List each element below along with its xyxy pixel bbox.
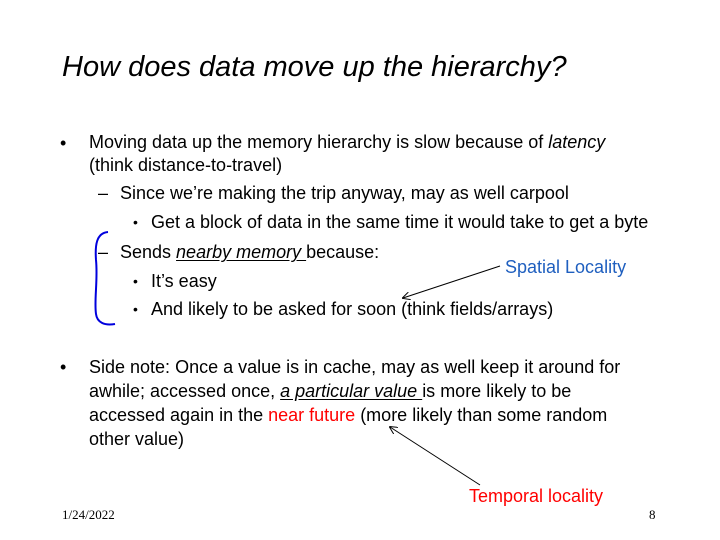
particular-value-underlined: a particular value [280,381,423,401]
side-note-line-3: accessed again in the [89,405,269,425]
sub-sub-bullet-dot: • [133,273,138,289]
slide-number: 8 [649,507,656,522]
slide-title: How does data move up the hierarchy? [62,51,567,83]
latency-emphasis: latency [548,132,606,152]
sub-bullet-carpool: Since we’re making the trip anyway, may as well carpool [120,183,569,203]
sub-item-block: Get a block of data in the same time it would take to get a byte [151,212,649,232]
sub-bullet-dash: – [98,242,109,262]
near-future-highlight: near future [268,405,356,425]
bullet-2-text [89,355,620,451]
side-note-line-4: other value) [89,429,185,449]
sub-sub-bullet-dot: • [133,301,138,317]
sub-item-likely: And likely to be asked for soon (think fields/arrays) [151,299,554,319]
temporal-locality-label: Temporal locality [469,486,604,506]
sub-bullet-nearby [120,242,379,263]
sub-item-easy: It’s easy [151,271,217,291]
side-note-line-2-end: is more likely to be [422,381,572,401]
side-note-line-2: awhile; accessed once, [89,381,281,401]
spatial-locality-label: Spatial Locality [505,257,627,277]
nearby-memory-underlined: nearby memory [176,242,307,262]
bullet-dot: • [60,357,67,377]
bullet-1-text-main: Moving data up the memory hierarchy is slow because of [89,132,549,152]
bullet-dot: • [60,133,67,153]
because-text: because: [306,242,380,262]
side-note-line-1: Side note: Once a value is in cache, may as well keep it around for [89,357,621,377]
spatial-arrow [403,266,500,298]
footer-date: 1/24/2022 [62,507,115,522]
side-note-line-3-end: (more likely than some random [355,405,608,425]
sub-sub-bullet-dot: • [133,214,138,230]
sub-bullet-dash: – [98,183,109,203]
sends-text: Sends [120,242,177,262]
bullet-1-line-2: (think distance-to-travel) [89,155,283,175]
bullet-1-text [89,131,605,177]
